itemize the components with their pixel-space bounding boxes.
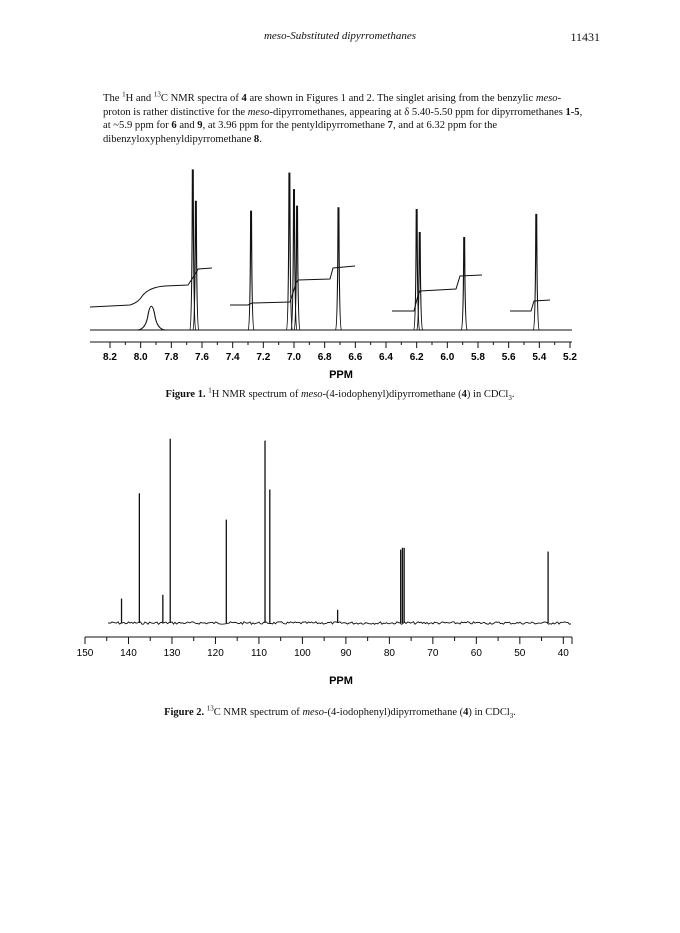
spectrum-peak — [533, 215, 539, 331]
tick-label: 50 — [514, 648, 526, 659]
running-title: meso-Substituted dipyrromethanes — [263, 30, 417, 42]
tick-label: 6.0 — [440, 352, 455, 363]
tick-label: 7.8 — [164, 352, 179, 363]
ppm-axis — [90, 342, 577, 363]
compound-number: 1-5 — [565, 106, 580, 118]
tick-label: 140 — [120, 648, 137, 659]
tick-label: 5.2 — [563, 352, 577, 363]
superscript: 13 — [153, 90, 161, 99]
text-run: -dipyrromethanes, appearing at δ 5.40-5.50 ppm for dipyrromethanes — [269, 106, 566, 118]
caption-label: Figure 2. — [164, 707, 205, 718]
tick-label: 90 — [340, 648, 352, 659]
compound-number: 7 — [387, 120, 393, 131]
text-run: , at ~5.9 ppm for — [103, 106, 583, 131]
tick-label: 7.4 — [225, 352, 240, 363]
figure-1-caption — [0, 386, 680, 403]
broad-peak — [137, 306, 166, 330]
compound-number: 4 — [461, 389, 467, 400]
ppm-axis — [77, 637, 572, 659]
page-number: 11431 — [570, 30, 600, 44]
x-axis-label: PPM — [329, 369, 353, 381]
text-run: The — [103, 93, 123, 104]
italic-term: meso — [302, 707, 325, 718]
running-header — [0, 30, 680, 46]
text-run: C NMR spectrum of — [213, 707, 303, 718]
compound-number: 8 — [253, 133, 260, 145]
compound-number: 9 — [197, 120, 203, 131]
tick-label: 120 — [207, 648, 224, 659]
spectrum-peaks — [122, 439, 549, 623]
superscript: 13 — [206, 704, 214, 713]
h1-nmr-spectrum — [0, 155, 680, 385]
baseline-noise — [108, 622, 571, 625]
tick-label: 6.4 — [379, 352, 393, 363]
tick-label: 8.2 — [103, 352, 117, 363]
tick-label: 5.4 — [532, 352, 547, 363]
superscript: 1 — [208, 386, 212, 395]
italic-term: meso — [247, 106, 270, 118]
tick-label: 7.0 — [287, 352, 301, 363]
x-axis-label: PPM — [329, 675, 353, 687]
text-run: -(4-iodophenyl)dipyrromethane ( — [322, 389, 462, 400]
tick-label: 40 — [557, 648, 569, 659]
figure-2-caption — [0, 704, 680, 721]
tick-label: 60 — [470, 648, 482, 659]
tick-label: 7.2 — [256, 352, 271, 363]
text-run: , at 3.96 ppm for the pentyldipyrromethane — [202, 120, 388, 131]
subscript: 3 — [509, 712, 514, 721]
tick-label: 130 — [163, 648, 181, 659]
italic-term: meso — [300, 389, 323, 400]
tick-label: 110 — [250, 648, 267, 659]
spectrum-peaks — [137, 170, 539, 330]
tick-label: 8.0 — [133, 352, 148, 363]
spectrum-peak — [286, 173, 292, 330]
tick-label: 5.6 — [501, 352, 516, 363]
tick-label: 6.6 — [348, 352, 363, 363]
caption-label: Figure 1. — [165, 389, 206, 400]
text-run: . — [259, 133, 262, 145]
compound-number: 4 — [463, 707, 469, 718]
text-run: -proton is rather distinctive for the — [103, 93, 562, 118]
tick-label: 6.8 — [317, 352, 332, 363]
tick-label: 70 — [427, 648, 439, 659]
text-run: -(4-iodophenyl)dipyrromethane ( — [324, 707, 464, 718]
superscript: 1 — [122, 90, 126, 99]
text-run: ) in CDCl — [468, 707, 510, 718]
text-run: ) in CDCl — [466, 389, 509, 400]
tick-label: 100 — [294, 648, 311, 659]
text-run: . — [511, 389, 515, 400]
italic-term: meso — [535, 93, 558, 104]
compound-number: 4 — [241, 93, 247, 104]
spectrum-peak — [248, 211, 254, 330]
integral-line — [90, 266, 550, 311]
subscript: 3 — [508, 394, 512, 403]
integral-trace — [90, 266, 550, 311]
c13-nmr-spectrum — [0, 425, 680, 695]
body-paragraph — [103, 92, 583, 146]
text-run: C NMR spectra of — [160, 93, 242, 104]
text-run: H and — [125, 93, 154, 104]
tick-label: 6.2 — [409, 352, 424, 363]
text-run: H NMR spectrum of — [211, 389, 301, 400]
text-run: . — [513, 707, 516, 718]
spectrum-peak — [461, 238, 467, 330]
tick-label: 150 — [76, 648, 94, 659]
tick-label: 80 — [383, 648, 395, 659]
text-run: and — [176, 120, 198, 131]
text-run: , and at 6.32 ppm for the dibenzyloxyphenyldipyrromethane — [103, 120, 498, 145]
text-run: are shown in Figures 1 and 2. The singlet arising from the benzylic — [246, 93, 536, 104]
spectrum-baseline — [108, 622, 571, 625]
tick-label: 5.8 — [471, 352, 485, 363]
compound-number: 6 — [171, 120, 177, 131]
spectrum-peak — [335, 208, 341, 330]
tick-label: 7.6 — [195, 352, 209, 363]
